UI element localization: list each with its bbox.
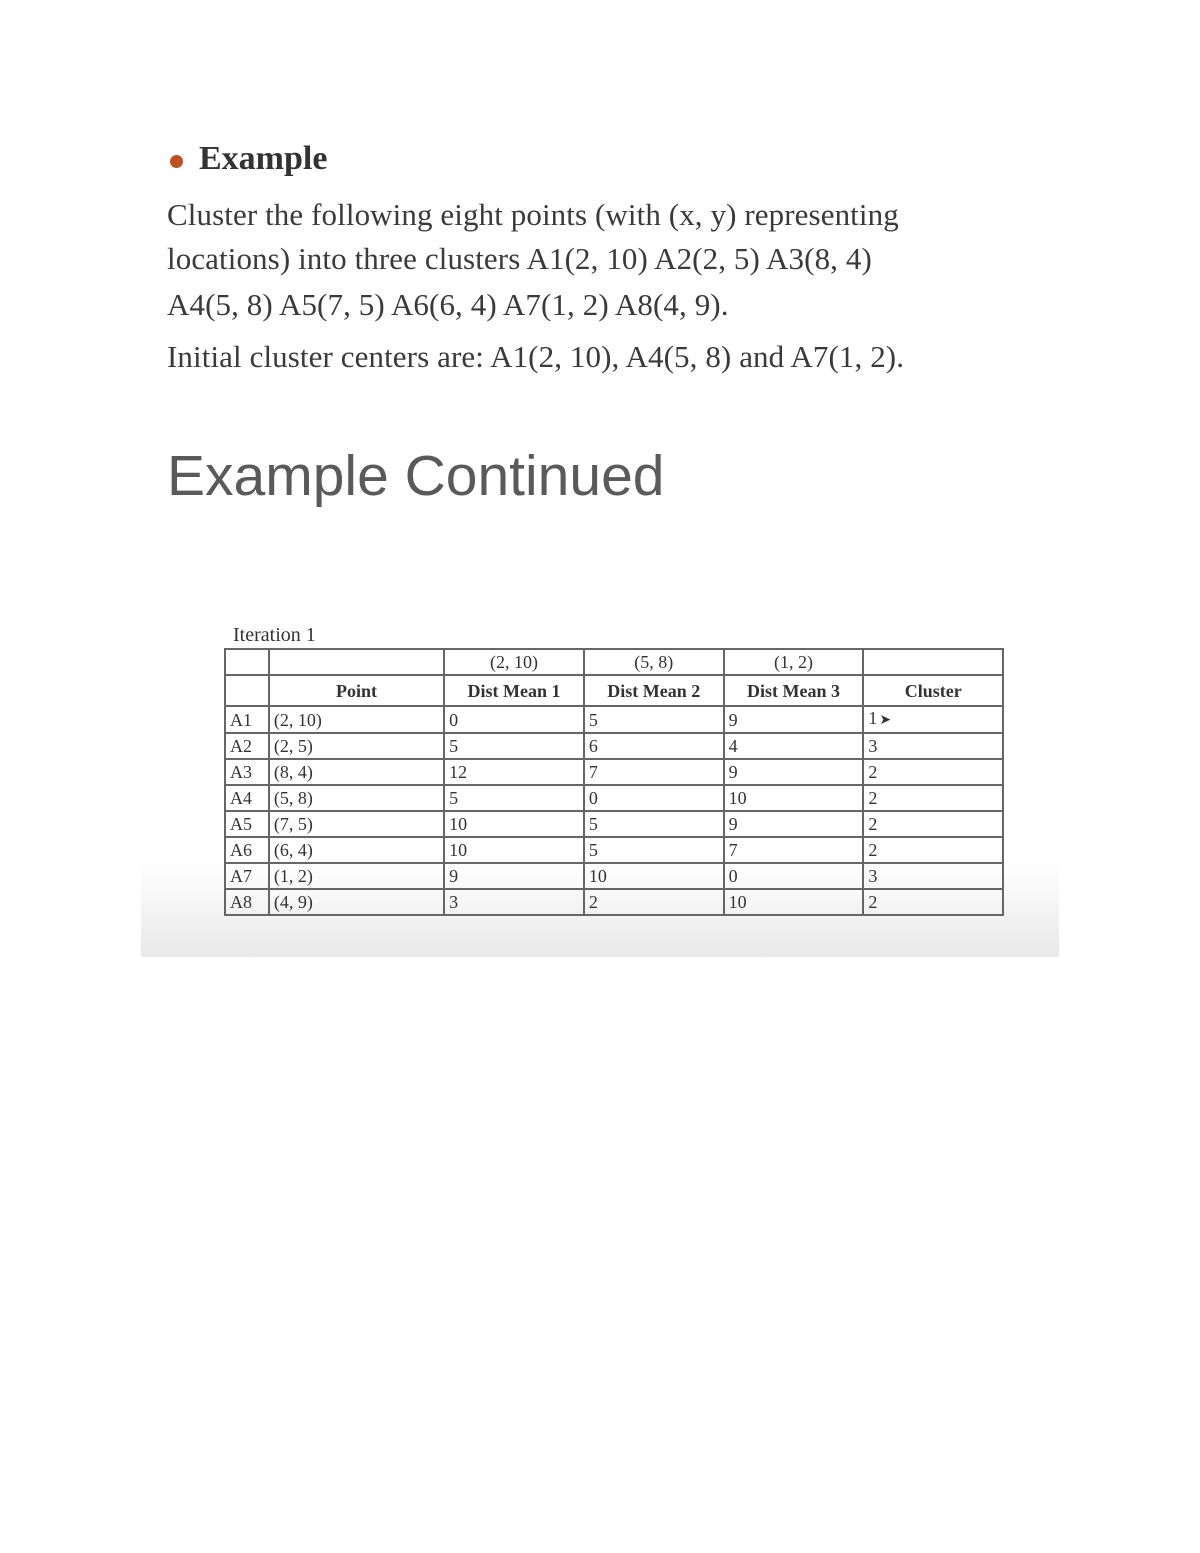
row-cluster: 2 bbox=[863, 837, 1003, 863]
row-cluster: 2 bbox=[863, 811, 1003, 837]
row-dist-3: 9 bbox=[724, 706, 864, 733]
row-dist-2: 7 bbox=[584, 759, 724, 785]
row-dist-1: 3 bbox=[444, 889, 584, 915]
table-row bbox=[225, 889, 1003, 915]
row-point: (1, 2) bbox=[269, 863, 444, 889]
row-id: A6 bbox=[225, 837, 269, 863]
row-dist-3: 0 bbox=[724, 863, 864, 889]
row-dist-1: 10 bbox=[444, 811, 584, 837]
center-1: (2, 10) bbox=[444, 649, 584, 675]
bullet-icon bbox=[170, 155, 183, 168]
example-line-3: A4(5, 8) A5(7, 5) A6(6, 4) A7(1, 2) A8(4, 9). bbox=[167, 287, 729, 322]
row-dist-2: 5 bbox=[584, 837, 724, 863]
row-dist-2: 2 bbox=[584, 889, 724, 915]
row-cluster-value: 1 bbox=[868, 708, 878, 728]
row-cluster: 2 bbox=[863, 759, 1003, 785]
center-row bbox=[225, 649, 1003, 675]
row-cluster: 3 bbox=[863, 863, 1003, 889]
row-id: A1 bbox=[225, 706, 269, 733]
row-id: A8 bbox=[225, 889, 269, 915]
center-3: (1, 2) bbox=[724, 649, 864, 675]
center-2: (5, 8) bbox=[584, 649, 724, 675]
row-dist-1: 5 bbox=[444, 785, 584, 811]
row-point: (4, 9) bbox=[269, 889, 444, 915]
row-id: A7 bbox=[225, 863, 269, 889]
iteration-label: Iteration 1 bbox=[233, 624, 316, 646]
row-id: A2 bbox=[225, 733, 269, 759]
row-cluster: 2 bbox=[863, 785, 1003, 811]
row-point: (2, 5) bbox=[269, 733, 444, 759]
row-dist-1: 9 bbox=[444, 863, 584, 889]
row-cluster: 2 bbox=[863, 889, 1003, 915]
mouse-cursor-icon: ➤ bbox=[879, 713, 892, 728]
header-dist-mean-2: Dist Mean 2 bbox=[584, 675, 724, 706]
table-row bbox=[225, 706, 1003, 733]
header-point: Point bbox=[269, 675, 444, 706]
table-row bbox=[225, 759, 1003, 785]
initial-centers-line: Initial cluster centers are: A1(2, 10), A4(5, 8) and A7(1, 2). bbox=[167, 339, 905, 374]
row-dist-3: 10 bbox=[724, 889, 864, 915]
row-dist-2: 5 bbox=[584, 811, 724, 837]
row-point: (8, 4) bbox=[269, 759, 444, 785]
table-row bbox=[225, 863, 1003, 889]
row-dist-3: 7 bbox=[724, 837, 864, 863]
header-cluster: Cluster bbox=[863, 675, 1003, 706]
table-row bbox=[225, 811, 1003, 837]
row-cluster bbox=[863, 706, 1003, 733]
distance-table bbox=[224, 648, 1004, 916]
row-point: (6, 4) bbox=[269, 837, 444, 863]
row-dist-1: 12 bbox=[444, 759, 584, 785]
example-line-2: locations) into three clusters A1(2, 10) A2(2, 5) A3(8, 4) bbox=[167, 241, 872, 276]
row-id: A3 bbox=[225, 759, 269, 785]
header-row bbox=[225, 675, 1003, 706]
table-row bbox=[225, 785, 1003, 811]
row-dist-3: 9 bbox=[724, 759, 864, 785]
row-id: A4 bbox=[225, 785, 269, 811]
row-dist-2: 10 bbox=[584, 863, 724, 889]
row-dist-3: 4 bbox=[724, 733, 864, 759]
section-title: Example Continued bbox=[167, 444, 665, 508]
row-point: (2, 10) bbox=[269, 706, 444, 733]
example-heading: Example bbox=[199, 140, 328, 177]
table-row bbox=[225, 733, 1003, 759]
row-id: A5 bbox=[225, 811, 269, 837]
row-dist-3: 10 bbox=[724, 785, 864, 811]
example-heading-row bbox=[170, 140, 327, 178]
row-dist-2: 0 bbox=[584, 785, 724, 811]
row-dist-1: 10 bbox=[444, 837, 584, 863]
row-dist-1: 0 bbox=[444, 706, 584, 733]
header-dist-mean-3: Dist Mean 3 bbox=[724, 675, 864, 706]
row-dist-1: 5 bbox=[444, 733, 584, 759]
row-dist-2: 5 bbox=[584, 706, 724, 733]
header-dist-mean-1: Dist Mean 1 bbox=[444, 675, 584, 706]
example-line-1: Cluster the following eight points (with (x, y) representing bbox=[167, 197, 899, 232]
row-dist-2: 6 bbox=[584, 733, 724, 759]
row-cluster: 3 bbox=[863, 733, 1003, 759]
row-point: (7, 5) bbox=[269, 811, 444, 837]
row-dist-3: 9 bbox=[724, 811, 864, 837]
row-point: (5, 8) bbox=[269, 785, 444, 811]
table-row bbox=[225, 837, 1003, 863]
